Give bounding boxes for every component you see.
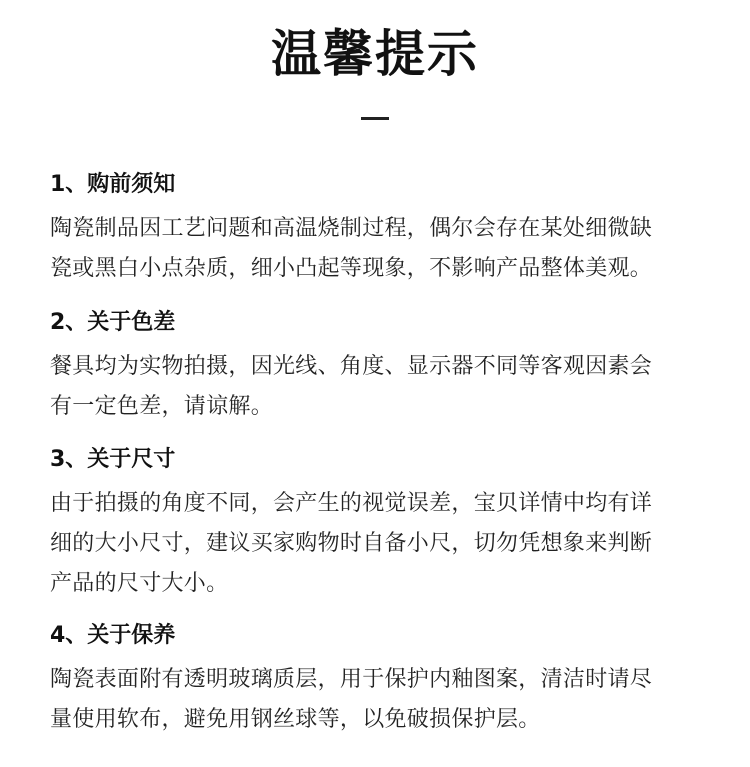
title-divider <box>361 117 389 120</box>
section-purchase-notice <box>50 170 710 289</box>
section-body <box>50 484 710 604</box>
section-body <box>50 660 710 740</box>
section-heading: 1、购前须知 <box>50 172 176 197</box>
section-line: 产品的尺寸大小。 <box>50 571 229 596</box>
section-heading: 3、关于尺寸 <box>50 447 176 472</box>
section-size <box>50 445 710 604</box>
section-line: 有一定色差，请谅解。 <box>50 394 274 419</box>
section-heading: 4、关于保养 <box>50 623 176 648</box>
section-line: 由于拍摄的角度不同，会产生的视觉误差，宝贝详情中均有详 <box>50 491 653 516</box>
section-color-difference <box>50 308 710 427</box>
section-body <box>50 347 710 427</box>
section-line: 陶瓷制品因工艺问题和高温烧制过程，偶尔会存在某处细微缺 <box>50 216 653 241</box>
section-line: 餐具均为实物拍摄，因光线、角度、显示器不同等客观因素会 <box>50 354 653 379</box>
section-line: 量使用软布，避免用钢丝球等，以免破损保护层。 <box>50 707 541 732</box>
section-line: 细的大小尺寸，建议买家购物时自备小尺，切勿凭想象来判断 <box>50 531 653 556</box>
section-maintenance <box>50 621 710 740</box>
section-body <box>50 209 710 289</box>
section-line: 瓷或黑白小点杂质，细小凸起等现象，不影响产品整体美观。 <box>50 256 653 281</box>
section-line: 陶瓷表面附有透明玻璃质层，用于保护内釉图案，清洁时请尽 <box>50 667 653 692</box>
section-heading: 2、关于色差 <box>50 310 176 335</box>
page-title: 温馨提示 <box>271 25 479 83</box>
